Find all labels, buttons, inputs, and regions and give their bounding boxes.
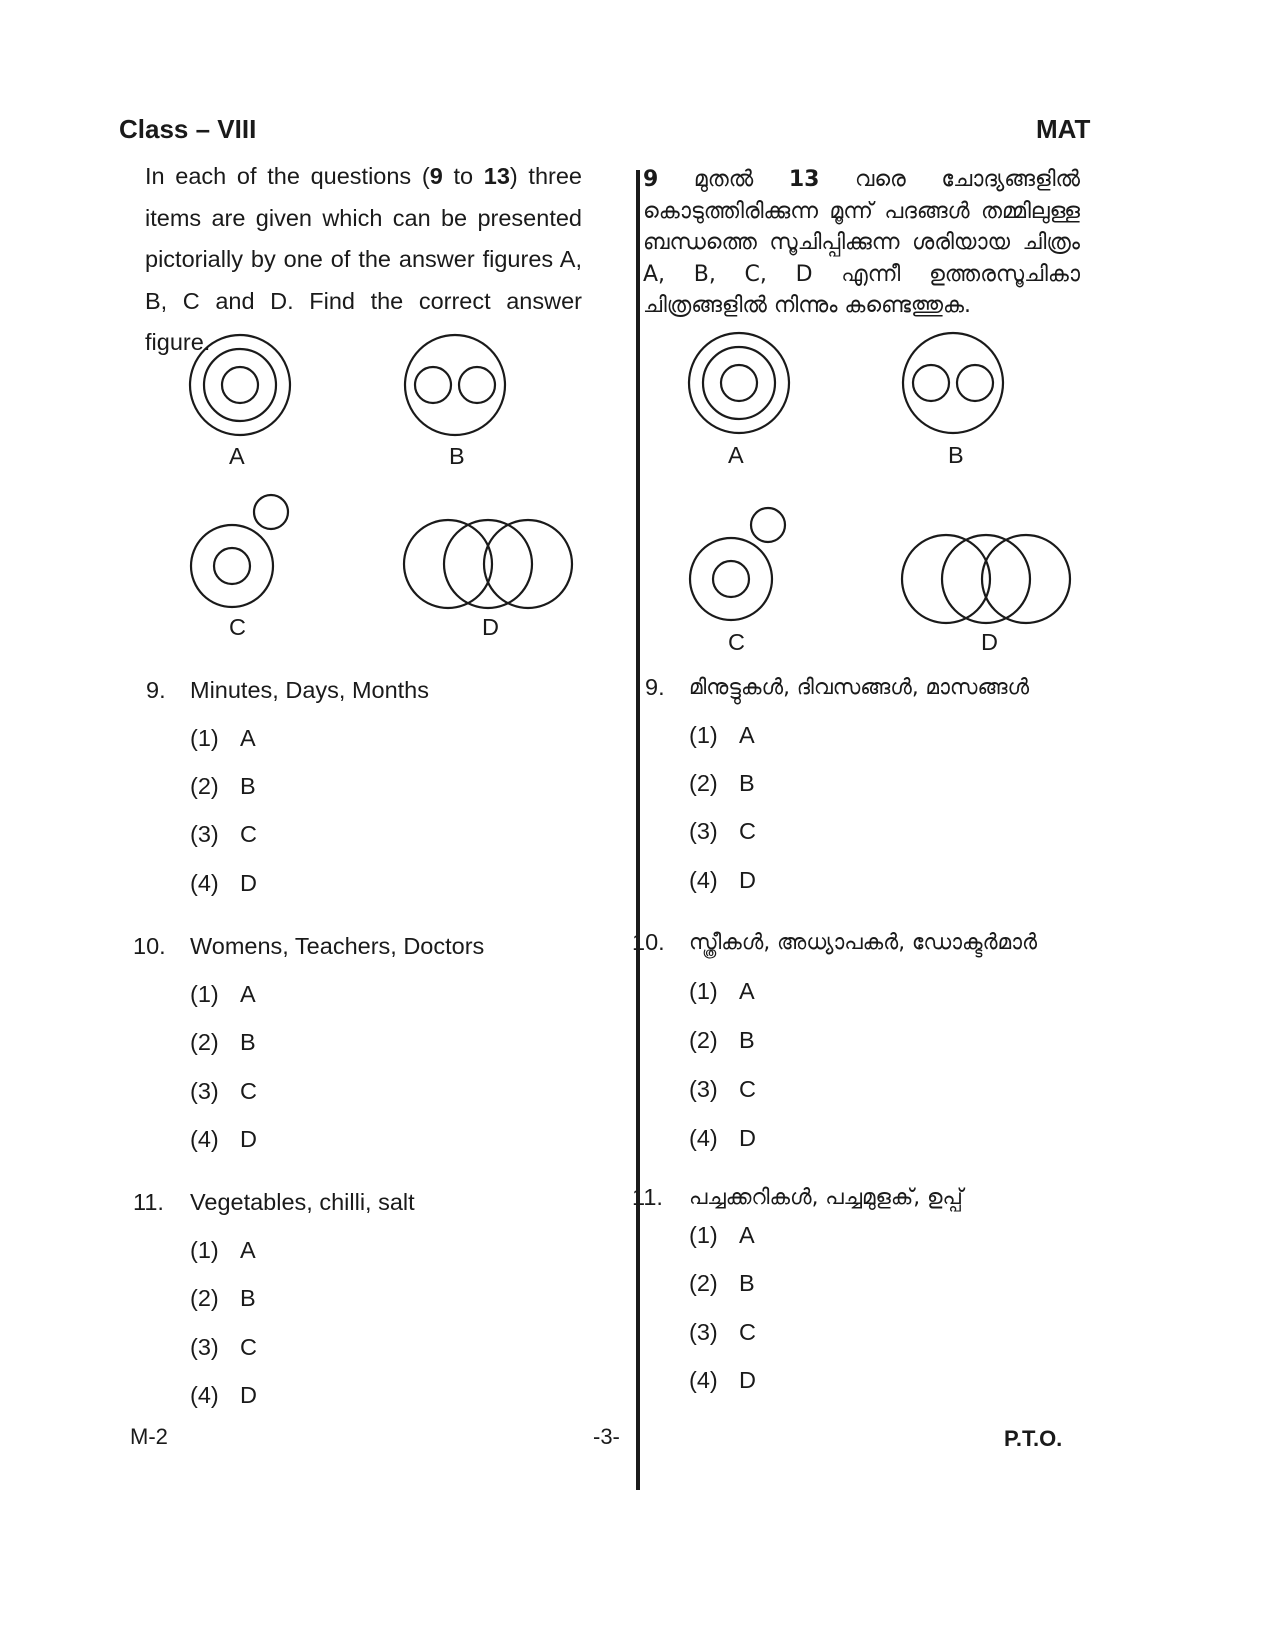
option-3[interactable]: (3) C xyxy=(190,1078,257,1104)
option-1[interactable]: (1) A xyxy=(190,725,256,751)
option-4[interactable]: (4) D xyxy=(689,1367,756,1393)
option-2[interactable]: (2) B xyxy=(190,1285,256,1311)
figure-a-concentric-circles xyxy=(185,330,295,440)
option-2[interactable]: (2) B xyxy=(689,1027,755,1053)
option-3[interactable]: (3) C xyxy=(689,1076,756,1102)
figure-c-nested-with-separate xyxy=(185,490,295,600)
figure-a-concentric-circles xyxy=(684,328,794,438)
pto-label: P.T.O. xyxy=(1004,1426,1063,1451)
option-2[interactable]: (2) B xyxy=(689,770,755,796)
figure-label-c: C xyxy=(229,614,246,640)
question-number: 10. xyxy=(133,933,166,959)
figure-label-b: B xyxy=(449,443,465,469)
class-label: Class – VIII xyxy=(119,114,257,144)
question-text: മിനുട്ടുകൾ, ദിവസങ്ങൾ, മാസങ്ങൾ xyxy=(689,675,1030,700)
option-3[interactable]: (3) C xyxy=(689,1319,756,1345)
option-1[interactable]: (1) A xyxy=(689,1222,755,1248)
page-number: -3- xyxy=(593,1424,620,1449)
figure-label-a: A xyxy=(728,442,744,468)
figure-d-three-overlapping xyxy=(400,515,575,615)
figure-c-nested-with-separate xyxy=(684,503,794,623)
question-number: 9. xyxy=(146,677,166,703)
option-2[interactable]: (2) B xyxy=(689,1270,755,1296)
question-number: 11. xyxy=(632,1184,663,1210)
question-number: 11. xyxy=(133,1189,164,1215)
option-4[interactable]: (4) D xyxy=(190,1126,257,1152)
figure-label-a: A xyxy=(229,443,245,469)
question-text: സ്ത്രീകൾ, അധ്യാപകർ, ഡോക്ടർമാർ xyxy=(689,930,1038,955)
option-2[interactable]: (2) B xyxy=(190,773,256,799)
question-number: 10. xyxy=(632,929,665,955)
option-2[interactable]: (2) B xyxy=(190,1029,256,1055)
option-4[interactable]: (4) D xyxy=(689,1125,756,1151)
option-3[interactable]: (3) C xyxy=(190,1334,257,1360)
figure-d-three-overlapping xyxy=(898,530,1073,630)
question-number: 9. xyxy=(645,674,665,700)
figure-label-d: D xyxy=(981,629,998,655)
question-text: പച്ചക്കറികൾ, പച്ചമുളക്, ഉപ്പ് xyxy=(689,1185,963,1210)
option-1[interactable]: (1) A xyxy=(190,981,256,1007)
figure-b-two-inside-circle xyxy=(898,328,1008,438)
column-divider xyxy=(636,170,640,1490)
figure-b-two-inside-circle xyxy=(400,330,510,440)
option-3[interactable]: (3) C xyxy=(190,821,257,847)
subject-label: MAT xyxy=(1036,114,1091,144)
instructions-ml: 9 മുതൽ 13 വരെ ചോദ്യങ്ങളിൽ കൊടുത്തിരിക്കുന്ന മൂന്ന് പദങ്ങൾ തമ്മിലുള്ള ബന്ധത്തെ സൂചിപ്പിക്കുന്ന ശരിയായ ചിത്രം A, B, C, D എന്നീ ഉത്തരസൂചികാ ചിത്രങ്ങളിൽ നിന്നും കണ്ടെത്തുക. xyxy=(643,167,1080,318)
option-4[interactable]: (4) D xyxy=(190,870,257,896)
option-4[interactable]: (4) D xyxy=(689,867,756,893)
option-4[interactable]: (4) D xyxy=(190,1382,257,1408)
option-1[interactable]: (1) A xyxy=(190,1237,256,1263)
question-text: Vegetables, chilli, salt xyxy=(190,1189,415,1215)
figure-label-b: B xyxy=(948,442,964,468)
figure-label-c: C xyxy=(728,629,745,655)
instructions-en: In each of the questions (9 to 13) three items are given which can be presented pictorially by one of the answer figures A, B, C and D. Find the correct answer figure. xyxy=(145,163,582,355)
booklet-code: M-2 xyxy=(130,1424,168,1449)
figure-label-d: D xyxy=(482,614,499,640)
option-3[interactable]: (3) C xyxy=(689,818,756,844)
option-1[interactable]: (1) A xyxy=(689,722,755,748)
question-text: Minutes, Days, Months xyxy=(190,677,430,703)
question-text: Womens, Teachers, Doctors xyxy=(190,933,485,959)
option-1[interactable]: (1) A xyxy=(689,978,755,1004)
